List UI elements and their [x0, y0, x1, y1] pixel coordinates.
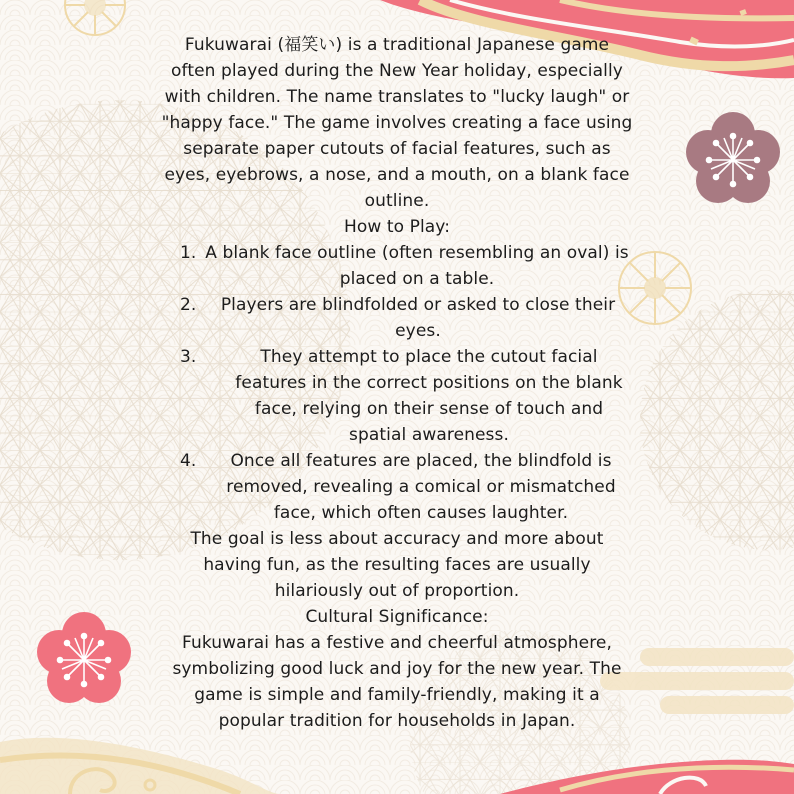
list-item-number: 4.	[180, 451, 197, 471]
list-item	[160, 344, 634, 448]
intro-paragraph: Fukuwarai (福笑い) is a traditional Japanese game often played during the New Year holiday, especially with children. The name translates to "lucky laugh" or "happy face." The game involves creating a face using separate paper cutouts of facial features, such as eyes, eyebrows, a nose, and a mouth, on a blank face outline.	[161, 35, 633, 211]
list-item-text: Once all features are placed, the blindfold is removed, revealing a comical or mismatched face, which often causes laughter.	[226, 451, 616, 523]
list-item-text: A blank face outline (often resembling an oval) is placed on a table.	[205, 243, 629, 289]
cultural-heading: Cultural Significance:	[305, 607, 489, 627]
goal-paragraph: The goal is less about accuracy and more about having fun, as the resulting faces are usually hilariously out of proportion.	[190, 529, 604, 601]
main-text	[160, 32, 634, 734]
cultural-paragraph: Fukuwarai has a festive and cheerful atmosphere, symbolizing good luck and joy for the new year. The game is simple and family-friendly, making it a popular tradition for households in Japan.	[172, 633, 622, 731]
list-item	[160, 240, 634, 292]
list-item-number: 3.	[180, 347, 197, 367]
list-item-number: 1.	[180, 243, 197, 263]
list-item-text: They attempt to place the cutout facial features in the correct positions on the blank face, relying on their sense of touch and spatial awareness.	[235, 347, 623, 445]
how-to-play-heading: How to Play:	[343, 217, 451, 237]
list-item-number: 2.	[180, 295, 197, 315]
list-item	[160, 448, 634, 526]
list-item-text: Players are blindfolded or asked to close their eyes.	[220, 295, 616, 341]
list-item	[160, 292, 634, 344]
